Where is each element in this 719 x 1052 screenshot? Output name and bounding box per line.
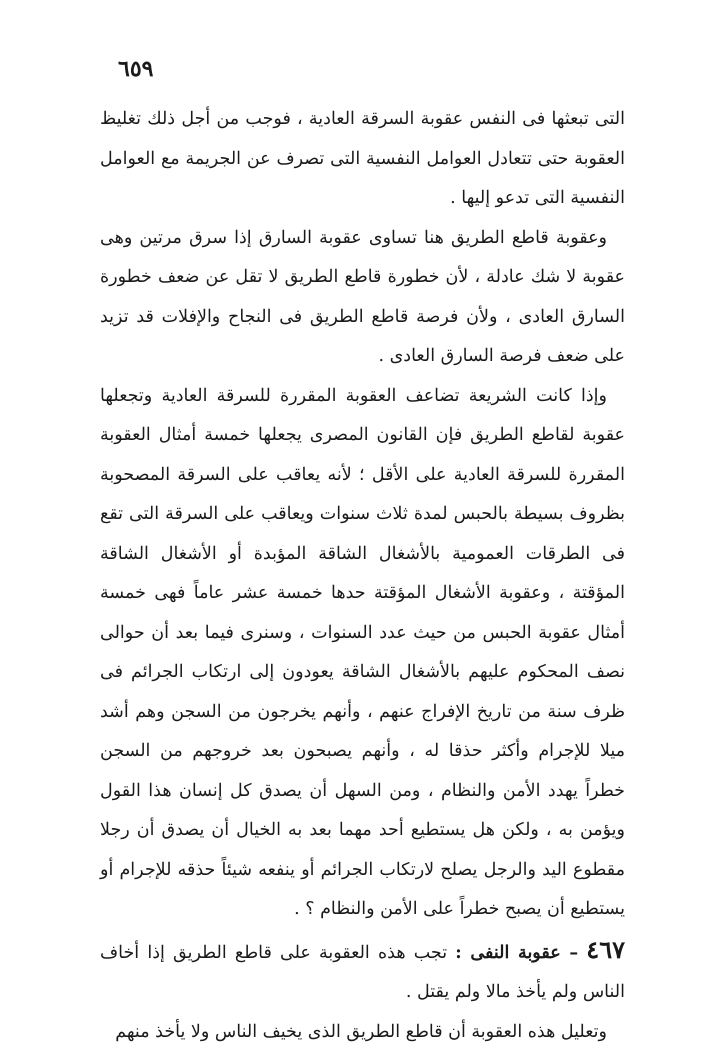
- page-number: ٦٥٩: [118, 56, 153, 82]
- section-number: ٤٦٧: [586, 935, 625, 964]
- body-text: [100, 100, 625, 1052]
- paragraph-3: وإذا كانت الشريعة تضاعف العقوبة المقررة للسرقة العادية وتجعلها عقوبة لقاطع الطريق فإن القانون المصرى يجعلها خمسة أمثال العقوبة المقررة للسرقة العادية على الأقل ؛ لأنه يعاقب على السرقة المصحوبة بظروف بسيطة بالحبس لمدة ثلاث سنوات ويعاقب على السرقة التى تقع فى الطرقات العمومية بالأشغال الشاقة المؤبدة أو الأشغال الشاقة المؤقتة ، وعقوبة الأشغال المؤقتة حدها خمسة عشر عاماً فهى خمسة أمثال عقوبة الحبس من حيث عدد السنوات ، وسنرى فيما بعد أن حوالى نصف المحكوم عليهم بالأشغال الشاقة يعودون إلى ارتكاب الجرائم فى ظرف سنة من تاريخ الإفراج عنهم ، وأنهم يخرجون من السجن وهم أشد ميلا للإجرام وأكثر حذقا له ، وأنهم يصبحون بعد خروجهم من السجن خطراً يهدد الأمن والنظام ، ومن السهل أن يصدق كل إنسان هذا القول ويؤمن به ، ولكن هل يستطيع أحد مهما بعد به الخيال أن يصدق أن رجلا مقطوع اليد والرجل يصلح لارتكاب الجرائم أو ينفعه شيئاً حذقه للإجرام أو يستطيع أن يصبح خطراً على الأمن والنظام ؟ .: [100, 377, 625, 930]
- paragraph-1: التى تبعثها فى النفس عقوبة السرقة العادية ، فوجب من أجل ذلك تغليظ العقوبة حتى تتعادل العوامل النفسية التى تصرف عن الجريمة مع العوامل النفسية التى تدعو إليها .: [100, 100, 625, 219]
- section-467: [100, 930, 625, 1013]
- paragraph-2: وعقوبة قاطع الطريق هنا تساوى عقوبة السارق إذا سرق مرتين وهى عقوبة لا شك عادلة ، لأن خطورة قاطع الطريق لا تقل عن ضعف خطورة السارق العادى ، ولأن فرصة قاطع الطريق فى النجاح والإفلات قد تزيد على ضعف فرصة السارق العادى .: [100, 219, 625, 377]
- section-title: – عقوبة النفى :: [455, 943, 578, 963]
- section-text: تجب هذه العقوبة على قاطع الطريق إذا أخاف الناس ولم يأخذ مالا ولم يقتل .: [100, 943, 625, 1003]
- paragraph-4: وتعليل هذه العقوبة أن قاطع الطريق الذى يخيف الناس ولا يأخذ منهم: [100, 1013, 625, 1052]
